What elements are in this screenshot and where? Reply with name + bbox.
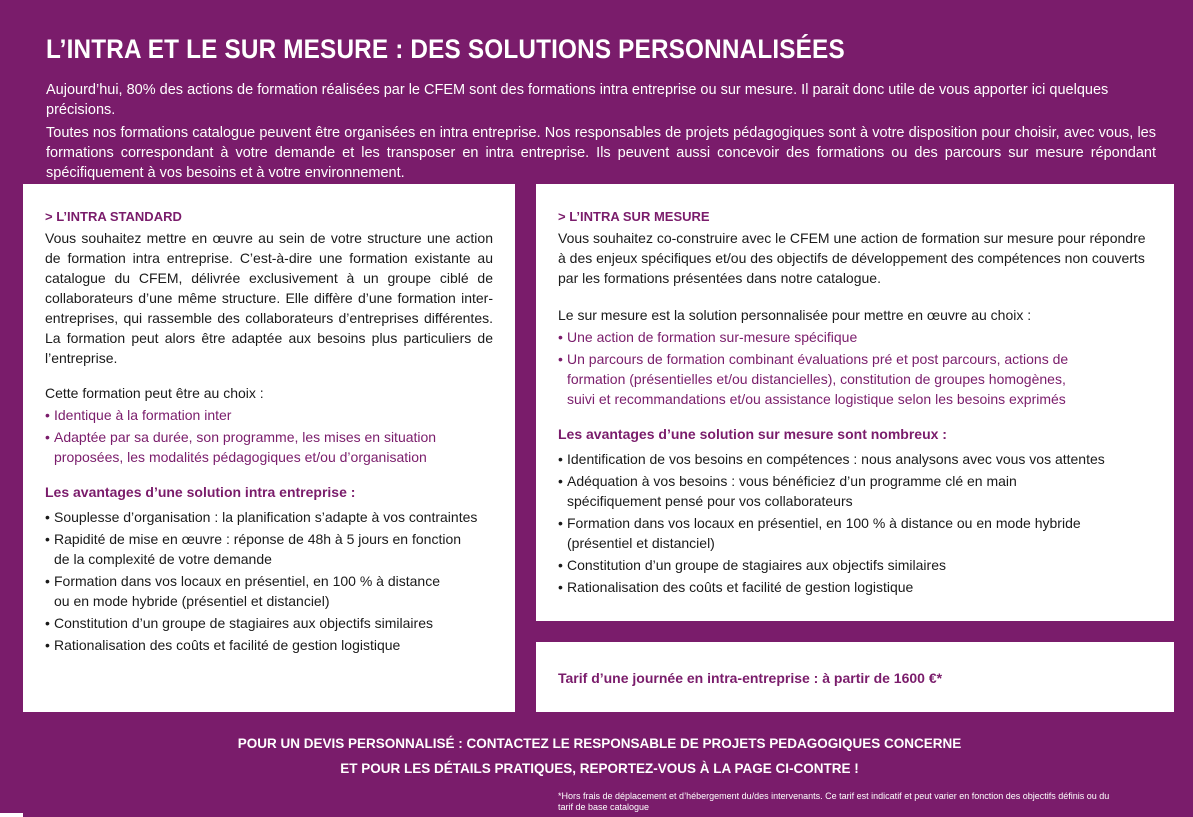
intra-sur-mesure-title: > L’INTRA SUR MESURE [558,209,710,224]
intra-standard-body: Vous souhaitez mettre en œuvre au sein de votre structure une action de formation intra entreprise. C’est-à-dire une formation existante au catalogue du CFEM, délivrée exclusivement à un groupe ciblé de collaborateurs d’une même structure. Elle diffère d’une formation inter-entreprises, qui rassemble des collaborateurs d’entreprises différentes. La formation peut alors être adaptée aux besoins plus particuliers de l’entreprise. [45,230,493,366]
intra-sur-mesure-panel [536,184,1174,621]
list-item: • Formation dans vos locaux en présentiel, en 100 % à distance ou en mode hybride (présentiel et distanciel) [45,573,441,609]
intra-standard-choices [45,405,493,467]
intra-sur-mesure-advantages-title: Les avantages d’une solution sur mesure sont nombreux : [558,426,947,442]
price-panel [536,642,1174,712]
page-title: L’INTRA ET LE SUR MESURE : DES SOLUTIONS PERSONNALISÉES [46,34,845,64]
list-item: • Formation dans vos locaux en présentiel, en 100 % à distance ou en mode hybride (présentiel et distanciel) [558,515,1081,551]
corner-mark [0,813,23,817]
price-text: Tarif d’une journée en intra-entreprise : à partir de 1600 €* [558,670,943,686]
list-item: • Rationalisation des coûts et facilité de gestion logistique [558,579,914,595]
list-item: • Rapidité de mise en œuvre : réponse de 48h à 5 jours en fonction de la complexité de votre demande [45,531,462,567]
intra-sur-mesure-body: Vous souhaitez co-construire avec le CFEM une action de formation sur mesure pour répondre à des enjeux spécifiques et/ou des objectifs de développement des compétences non couverts par les formations présentées dans notre catalogue. [558,230,1146,286]
page-header [46,34,1156,183]
list-item: • Adéquation à vos besoins : vous bénéficiez d’un programme clé en main spécifiquement pensé pour vos collaborateurs [558,473,1017,509]
intro-paragraph-2: Toutes nos formations catalogue peuvent être organisées en intra entreprise. Nos responsables de projets pédagogiques sont à votre disposition pour choisir, avec vous, les formations correspondant à votre demande et les transposer en intra entreprise. Ils peuvent aussi concevoir des formations ou des parcours sur mesure répondant spécifiquement à vos besoins et à votre environnement. [46,125,1156,181]
footnote: *Hors frais de déplacement et d’hébergement du/des intervenants. Ce tarif est indicatif et peut varier en fonction des objectifs définis ou du tarif de base catalogue [558,791,1110,812]
cta-line-2: ET POUR LES DÉTAILS PRATIQUES, REPORTEZ-VOUS À LA PAGE CI-CONTRE ! [340,761,859,776]
list-item: • Une action de formation sur-mesure spécifique [558,329,858,345]
intra-sur-mesure-choices [558,327,1152,409]
intra-standard-choice-intro: Cette formation peut être au choix : [45,385,264,401]
cta-line-1: POUR UN DEVIS PERSONNALISÉ : CONTACTEZ LE RESPONSABLE DE PROJETS PEDAGOGIQUES CONCERNE [237,736,962,751]
intra-standard-title: > L’INTRA STANDARD [45,209,182,224]
list-item: • Identique à la formation inter [45,407,232,423]
list-item: • Adaptée par sa durée, son programme, les mises en situation proposées, les modalités pédagogiques et/ou d’organisation [45,429,437,465]
list-item: • Un parcours de formation combinant évaluations pré et post parcours, actions de formation (présentielles et/ou distancielles), constitution de groupes homogènes, suivi et recommandations et/ou assistance logistique selon les besoins exprimés [558,351,1069,407]
intra-standard-advantages [45,507,493,655]
intra-sur-mesure-choice-intro: Le sur mesure est la solution personnalisée pour mettre en œuvre au choix : [558,307,1032,323]
list-item: • Souplesse d’organisation : la planification s’adapte à vos contraintes [45,509,478,525]
list-item: • Constitution d’un groupe de stagiaires aux objectifs similaires [558,557,946,573]
intro-paragraph-1: Aujourd’hui, 80% des actions de formation réalisées par le CFEM sont des formations intra entreprise ou sur mesure. Il parait donc utile de vous apporter ici quelques précisions. [46,82,1109,118]
list-item: • Identification de vos besoins en compétences : nous analysons avec vous vos attentes [558,451,1105,467]
list-item: • Rationalisation des coûts et facilité de gestion logistique [45,637,401,653]
intra-standard-advantages-title: Les avantages d’une solution intra entreprise : [45,484,356,500]
list-item: • Constitution d’un groupe de stagiaires aux objectifs similaires [45,615,433,631]
call-to-action [0,731,1193,781]
intra-sur-mesure-advantages [558,449,1152,597]
intra-standard-panel [23,184,515,712]
